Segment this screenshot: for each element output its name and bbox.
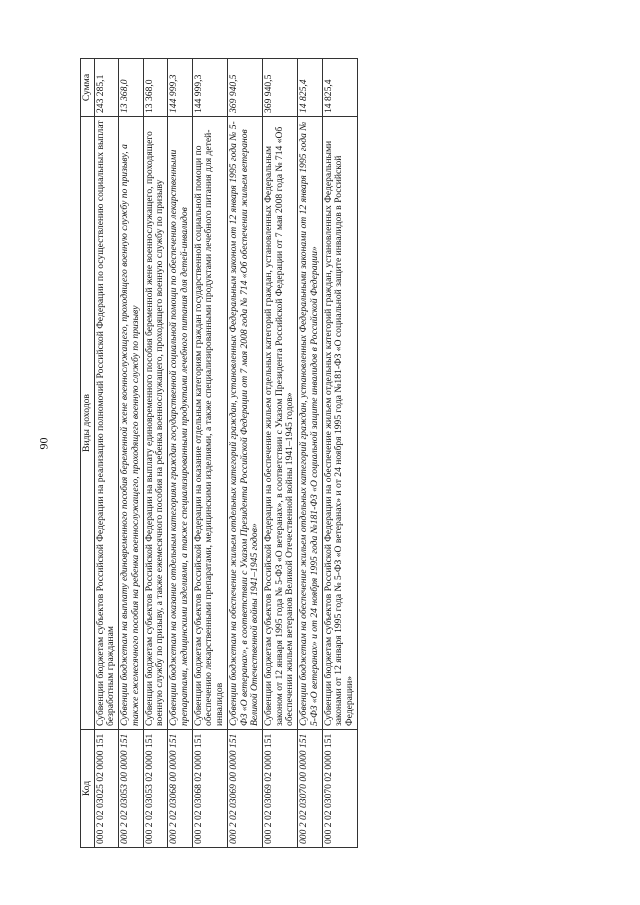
row-description: Субвенции бюджетам субъектов Российской Федерации на оказание отдельным категориям граждан государственной социальной помощи по обеспечению лекарственными препаратами, медицинскими изделиями, а также специализированными продуктами лечебного питания для детей-инвалидов <box>192 117 227 730</box>
rotated-page-content <box>80 58 560 848</box>
header-description: Виды доходов <box>81 117 95 730</box>
header-amount: Сумма <box>81 59 95 117</box>
row-amount: 13 368,0 <box>119 59 143 117</box>
row-description: Субвенции бюджетам субъектов Российской Федерации на обеспечение жильем отдельных категорий граждан, установленных Федеральным законом от 12 января 1995 года № 5-ФЗ «О ветеранах», в соответствии с Указом Президента Российской Федерации от 7 мая 2008 года № 714 «Об обеспечении жильем ветеранов Великой Отечественной войны 1941–1945 годов» <box>263 117 298 730</box>
table-row <box>227 59 262 848</box>
table-row <box>119 59 143 848</box>
table-row <box>168 59 192 848</box>
table-row <box>143 59 167 848</box>
row-code: 000 2 02 03070 02 0000 151 <box>322 730 357 848</box>
row-amount: 14 825,4 <box>298 59 322 117</box>
table-row <box>263 59 298 848</box>
table-row <box>322 59 357 848</box>
table-row <box>192 59 227 848</box>
table-row <box>298 59 322 848</box>
row-description: Субвенции бюджетам на обеспечение жильем отдельных категорий граждан, установленных Федеральными законами от 12 января 1995 года № 5-ФЗ «О ветеранах» и от 24 ноября 1995 года №181-ФЗ «О социальной защите инвалидов в Российской Федерации» <box>298 117 322 730</box>
row-amount: 14 825,4 <box>322 59 357 117</box>
row-code: 000 2 02 03069 00 0000 151 <box>227 730 262 848</box>
row-description: Субвенции бюджетам субъектов Российской Федерации на обеспечение жильем отдельных категорий граждан, установленных Федеральными законами от 12 января 1995 года № 5-ФЗ «О ветеранах» и от 24 ноября 1995 года №181-ФЗ «О социальной защите инвалидов в Российской Федерации» <box>322 117 357 730</box>
row-code: 000 2 02 03025 02 0000 151 <box>94 730 118 848</box>
row-amount: 144 999,3 <box>192 59 227 117</box>
row-code: 000 2 02 03068 00 0000 151 <box>168 730 192 848</box>
row-amount: 369 940,5 <box>227 59 262 117</box>
row-description: Субвенции бюджетам субъектов Российской Федерации на реализацию полномочий Российской Федерации по осуществлению социальных выплат безработным гражданам <box>94 117 118 730</box>
row-description: Субвенции бюджетам на обеспечение жильем отдельных категорий граждан, установленных Федеральным законом от 12 января 1995 года № 5-ФЗ «О ветеранах», в соответствии с Указом Президента Российской Федерации от 7 мая 2008 года № 714 «Об обеспечении жильем ветеранов Великой Отечественной войны 1941–1945 годов» <box>227 117 262 730</box>
row-amount: 13 368,0 <box>143 59 167 117</box>
row-amount: 144 999,3 <box>168 59 192 117</box>
row-description: Субвенции бюджетам на оказание отдельным категориям граждан государственной социальной помощи по обеспечению лекарственными препаратами, медицинскими изделиями, а также специализированными продуктами лечебного питания для детей-инвалидов <box>168 117 192 730</box>
table-row <box>94 59 118 848</box>
page-number: 90 <box>36 437 51 450</box>
revenue-table <box>80 58 358 848</box>
row-code: 000 2 02 03053 00 0000 151 <box>119 730 143 848</box>
header-code: Код <box>81 730 95 848</box>
row-code: 000 2 02 03068 02 0000 151 <box>192 730 227 848</box>
row-code: 000 2 02 03070 00 0000 151 <box>298 730 322 848</box>
table-header-row <box>81 59 95 848</box>
row-description: Субвенции бюджетам на выплату единовременного пособия беременной жене военнослужащего, проходящего военную службу по призыву, а также ежемесячного пособия на ребенка военнослужащего, проходящего военную службу по призыву <box>119 117 143 730</box>
row-code: 000 2 02 03069 02 0000 151 <box>263 730 298 848</box>
row-description: Субвенции бюджетам субъектов Российской Федерации на выплату единовременного пособия беременной жене военнослужащего, проходящего военную службу по призыву, а также ежемесячного пособия на ребенка военнослужащего, проходящего военную службу по призыву <box>143 117 167 730</box>
row-amount: 243 285,1 <box>94 59 118 117</box>
row-code: 000 2 02 03053 02 0000 151 <box>143 730 167 848</box>
row-amount: 369 940,5 <box>263 59 298 117</box>
